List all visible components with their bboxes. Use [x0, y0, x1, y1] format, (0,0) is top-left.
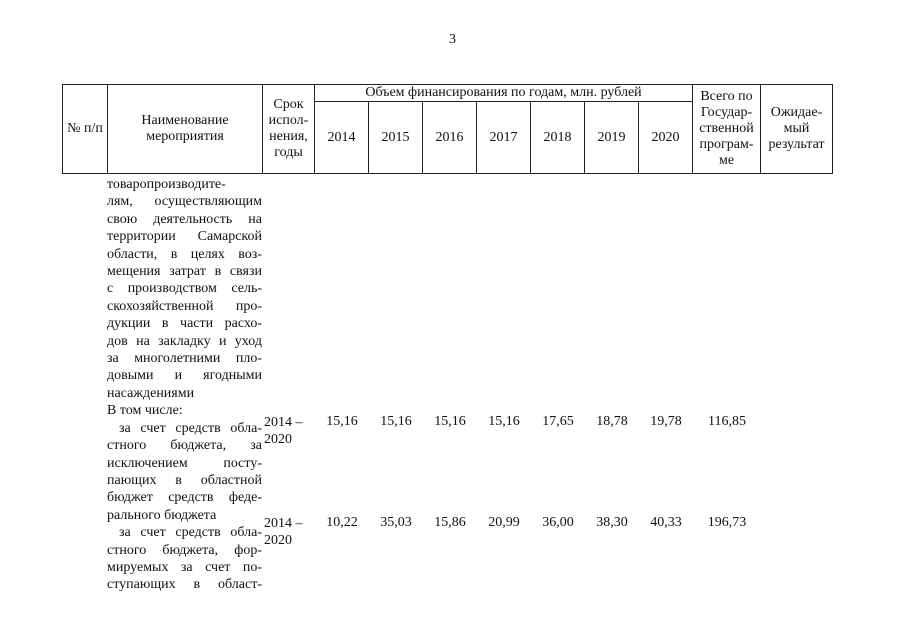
value-cell: 15,16: [380, 414, 412, 429]
row-name-line: за счет средств обла-: [119, 525, 262, 541]
row-name-line: за счет средств обла-: [119, 420, 262, 436]
row-name-line: пающих в областной: [107, 472, 262, 488]
text-line: свою деятельность на: [107, 211, 262, 227]
page-number: 3: [449, 32, 456, 47]
term-line: 2014 –: [264, 516, 303, 531]
value-cell: 38,30: [596, 515, 628, 530]
text-line: дукции в части расхо-: [107, 316, 262, 332]
header-year: 2017: [477, 102, 531, 174]
header-funding-group: Объем финансирования по годам, млн. рублей: [315, 85, 693, 102]
text-line: скохозяйственной про-: [107, 298, 262, 314]
value-cell: 20,99: [488, 515, 520, 530]
header-result: Ожидае- мый результат: [761, 85, 833, 174]
header-total: Всего по Государ- ственной програм- ме: [693, 85, 761, 174]
text-line: лям, осуществляющим: [107, 194, 262, 210]
row-name-line: стного бюджета, за: [107, 438, 262, 454]
row-term: [264, 414, 310, 449]
row-term: [264, 515, 310, 550]
header-year: 2019: [585, 102, 639, 174]
text-line: территории Самарской: [107, 229, 262, 245]
header-year: 2015: [369, 102, 423, 174]
value-cell: 18,78: [596, 414, 628, 429]
header-year: 2016: [423, 102, 477, 174]
total-cell: 196,73: [707, 515, 747, 530]
value-cell: 35,03: [380, 515, 412, 530]
row-name-line: рального бюджета: [107, 507, 217, 523]
text-line: с производством сель-: [107, 281, 262, 297]
value-cell: 19,78: [650, 414, 682, 429]
header-name: Наименование мероприятия: [108, 85, 263, 174]
header-year: 2014: [315, 102, 369, 174]
row-name-line: ступающих в област-: [107, 577, 262, 593]
value-cell: 40,33: [650, 515, 682, 530]
text-line: области, в целях воз-: [107, 246, 262, 262]
text-line: товаропроизводите-: [107, 177, 226, 192]
value-cell: 15,16: [434, 414, 466, 429]
row-name-line: стного бюджета, фор-: [107, 542, 262, 558]
value-cell: 15,16: [326, 414, 358, 429]
value-cell: 17,65: [542, 414, 574, 429]
text-line: довыми и ягодными: [107, 368, 262, 384]
header-year: 2018: [531, 102, 585, 174]
text-line: мещения затрат в связи: [107, 264, 262, 280]
header-num: № п/п: [63, 85, 108, 174]
value-cell: 36,00: [542, 515, 574, 530]
term-line: 2014 –: [264, 415, 303, 430]
value-cell: 15,16: [488, 414, 520, 429]
row-name-line: мируемых за счет по-: [107, 559, 262, 575]
header-term: Срок испол- нения, годы: [263, 85, 315, 174]
text-line: за многолетними пло-: [107, 351, 262, 367]
header-year: 2020: [639, 102, 693, 174]
value-cell: 15,86: [434, 515, 466, 530]
row-name-line: исключением посту-: [107, 455, 262, 471]
term-line: 2020: [264, 533, 292, 549]
activity-name-text: [107, 176, 262, 594]
total-cell: 116,85: [708, 414, 746, 429]
row-name-line: бюджет средств феде-: [107, 490, 262, 506]
value-cell: 10,22: [326, 515, 358, 530]
including-label: В том числе:: [107, 403, 183, 419]
text-line: насаждениями: [107, 385, 195, 401]
text-line: дов на закладку и уход: [107, 333, 262, 349]
term-line: 2020: [264, 432, 292, 448]
